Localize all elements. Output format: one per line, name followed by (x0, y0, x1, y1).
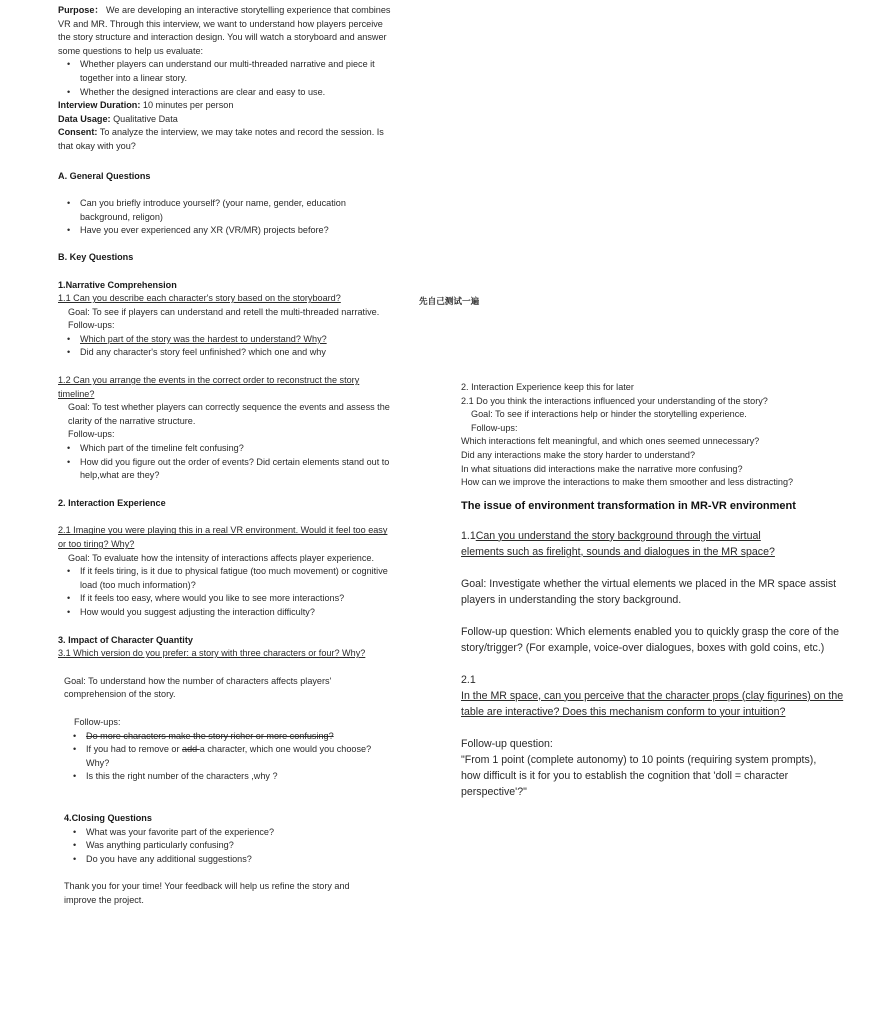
list-item: • Was anything particularly confusing? (64, 839, 393, 853)
ie-line: Did any interactions make the story harder to understand? (461, 449, 696, 460)
duration-line (58, 99, 393, 113)
list-item: • Is this the right number of the characters ,why ? (64, 770, 393, 784)
followups-label: Follow-ups: (74, 716, 121, 727)
list-item: • Whether players can understand our multi-threaded narrative and piece it together into a linear story. (58, 58, 393, 85)
side-note-text: 先自己测试一遍 (419, 297, 480, 307)
ie-followups-label: Follow-ups: (471, 422, 518, 433)
quantity-list (58, 730, 393, 784)
env-goal: Goal: Investigate whether the virtual elements we placed in the MR space assist players in understanding the story background. (461, 577, 837, 606)
data-usage-text: Qualitative Data (113, 113, 178, 124)
ie-question: 2.1 Do you think the interactions influenced your understanding of the story? (461, 395, 768, 406)
list-item: • Which part of the story was the hardest to understand? Why? (58, 333, 393, 347)
struck-text: add (182, 744, 200, 755)
thanks-paragraph: Thank you for your time! Your feedback will help us refine the story and improve the project. (64, 881, 350, 905)
interaction-heading: 2. Interaction Experience (58, 497, 166, 508)
list-item: • Whether the designed interactions are clear and easy to use. (58, 86, 393, 100)
list-item: • How would you suggest adjusting the interaction difficulty? (58, 606, 393, 620)
list-item: • Did any character's story feel unfinished? which one and why (58, 346, 393, 360)
purpose-text: We are developing an interactive storytelling experience that combines VR and MR. Through this interview, we want to understand how players perceive the story structure and interaction design. You will watch a storyboard and answer some questions to help us evaluate: (58, 5, 391, 56)
list-item: • If it feels too easy, where would you like to see more interactions? (58, 592, 393, 606)
question-1-1: 1.1 Can you describe each character's story based on the storyboard? (58, 293, 341, 304)
list-item: • If it feels tiring, is it due to physical fatigue (too much movement) or cognitive load (too much information)? (58, 565, 393, 592)
data-usage-line (58, 113, 393, 127)
env-question-1-number: 1.1 (461, 529, 476, 542)
right-column (461, 381, 851, 800)
question-3-1: 3.1 Which version do you prefer: a story with three characters or four? Why? (58, 648, 366, 659)
list-item: • Do you have any additional suggestions? (64, 853, 393, 867)
list-item: • What was your favorite part of the experience? (64, 826, 393, 840)
followups-label: Follow-ups: (68, 429, 115, 440)
consent-text: To analyze the interview, we may take notes and record the session. Is that okay with you? (58, 127, 384, 151)
list-item-text: a character, which one would you choose? Why? (86, 744, 372, 768)
followups-list (58, 333, 393, 360)
ie-heading: 2. Interaction Experience keep this for later (461, 382, 634, 392)
left-column (58, 4, 393, 907)
ie-line: Which interactions felt meaningful, and which ones seemed unnecessary? (461, 436, 760, 447)
question-1-1-goal: Goal: To see if players can understand and retell the multi-threaded narrative. (68, 306, 380, 317)
env-followup2: "From 1 point (complete autonomy) to 10 points (requiring system prompts), how difficult is it for you to establish the cognition that 'doll = character perspective'?" (461, 753, 817, 798)
purpose-paragraph (58, 4, 393, 58)
env-question-2: In the MR space, can you perceive that the character props (clay figurines) on the table are interactive? Does this mechanism conform to your intuition? (461, 689, 844, 718)
followups-list (58, 442, 393, 483)
question-1-2-goal: Goal: To test whether players can correctly sequence the events and assess the clarity of the narrative structure. (68, 402, 390, 426)
list-item: • Do more characters make the story richer or more confusing? (64, 730, 393, 744)
consent-paragraph (58, 126, 393, 153)
list-item-text: If you had to remove or (86, 744, 183, 755)
list-item (64, 743, 393, 770)
data-usage-label: Data Usage: (58, 113, 111, 124)
section-b-heading: B. Key Questions (58, 251, 134, 262)
followups-label: Follow-ups: (68, 320, 115, 331)
duration-label: Interview Duration: (58, 100, 141, 111)
ie-goal: Goal: To see if interactions help or hinder the storytelling experience. (471, 409, 747, 420)
env-question-2-number: 2.1 (461, 673, 476, 686)
list-item: • How did you figure out the order of events? Did certain elements stand out to help,what are they? (58, 456, 393, 483)
ie-line: In what situations did interactions make the narrative more confusing? (461, 463, 743, 474)
env-title: The issue of environment transformation in MR-VR environment (461, 499, 796, 512)
quantity-heading: 3. Impact of Character Quantity (58, 634, 193, 645)
question-2-1: 2.1 Imagine you were playing this in a real VR environment. Would it feel too easy or too tiring? Why? (58, 525, 388, 549)
general-list (58, 197, 393, 238)
question-2-1-goal: Goal: To evaluate how the intensity of interactions affects player experience. (68, 552, 374, 563)
closing-heading: 4.Closing Questions (64, 812, 152, 823)
closing-list (58, 826, 393, 867)
consent-label: Consent: (58, 127, 98, 138)
list-item: • Can you briefly introduce yourself? (your name, gender, education background, religon) (58, 197, 393, 224)
env-question-1-text: Can you understand the story background through the virtual elements such as firelight, sounds and dialogues in the MR space? (461, 529, 775, 558)
side-note (419, 296, 539, 310)
list-item: • Which part of the timeline felt confusing? (58, 442, 393, 456)
question-1-2: 1.2 Can you arrange the events in the correct order to reconstruct the story timeline? (58, 375, 360, 399)
purpose-label: Purpose： (58, 5, 104, 15)
question-3-1-goal: Goal: To understand how the number of characters affects players' comprehension of the story. (64, 675, 332, 700)
list-item: • Have you ever experienced any XR (VR/MR) projects before? (58, 224, 393, 238)
duration-text: 10 minutes per person (142, 100, 234, 111)
purpose-list (58, 58, 393, 99)
narrative-heading: 1.Narrative Comprehension (58, 279, 177, 290)
env-followup2-label: Follow-up question: (461, 737, 553, 750)
interaction-list (58, 565, 393, 619)
env-followup: Follow-up question: Which elements enabled you to quickly grasp the core of the story/trigger? (For example, voice-over dialogues, boxes with gold coins, etc.) (461, 625, 840, 654)
env-question-1 (461, 528, 806, 560)
section-a-heading: A. General Questions (58, 170, 151, 181)
ie-line: How can we improve the interactions to make them smoother and less distracting? (461, 477, 794, 488)
